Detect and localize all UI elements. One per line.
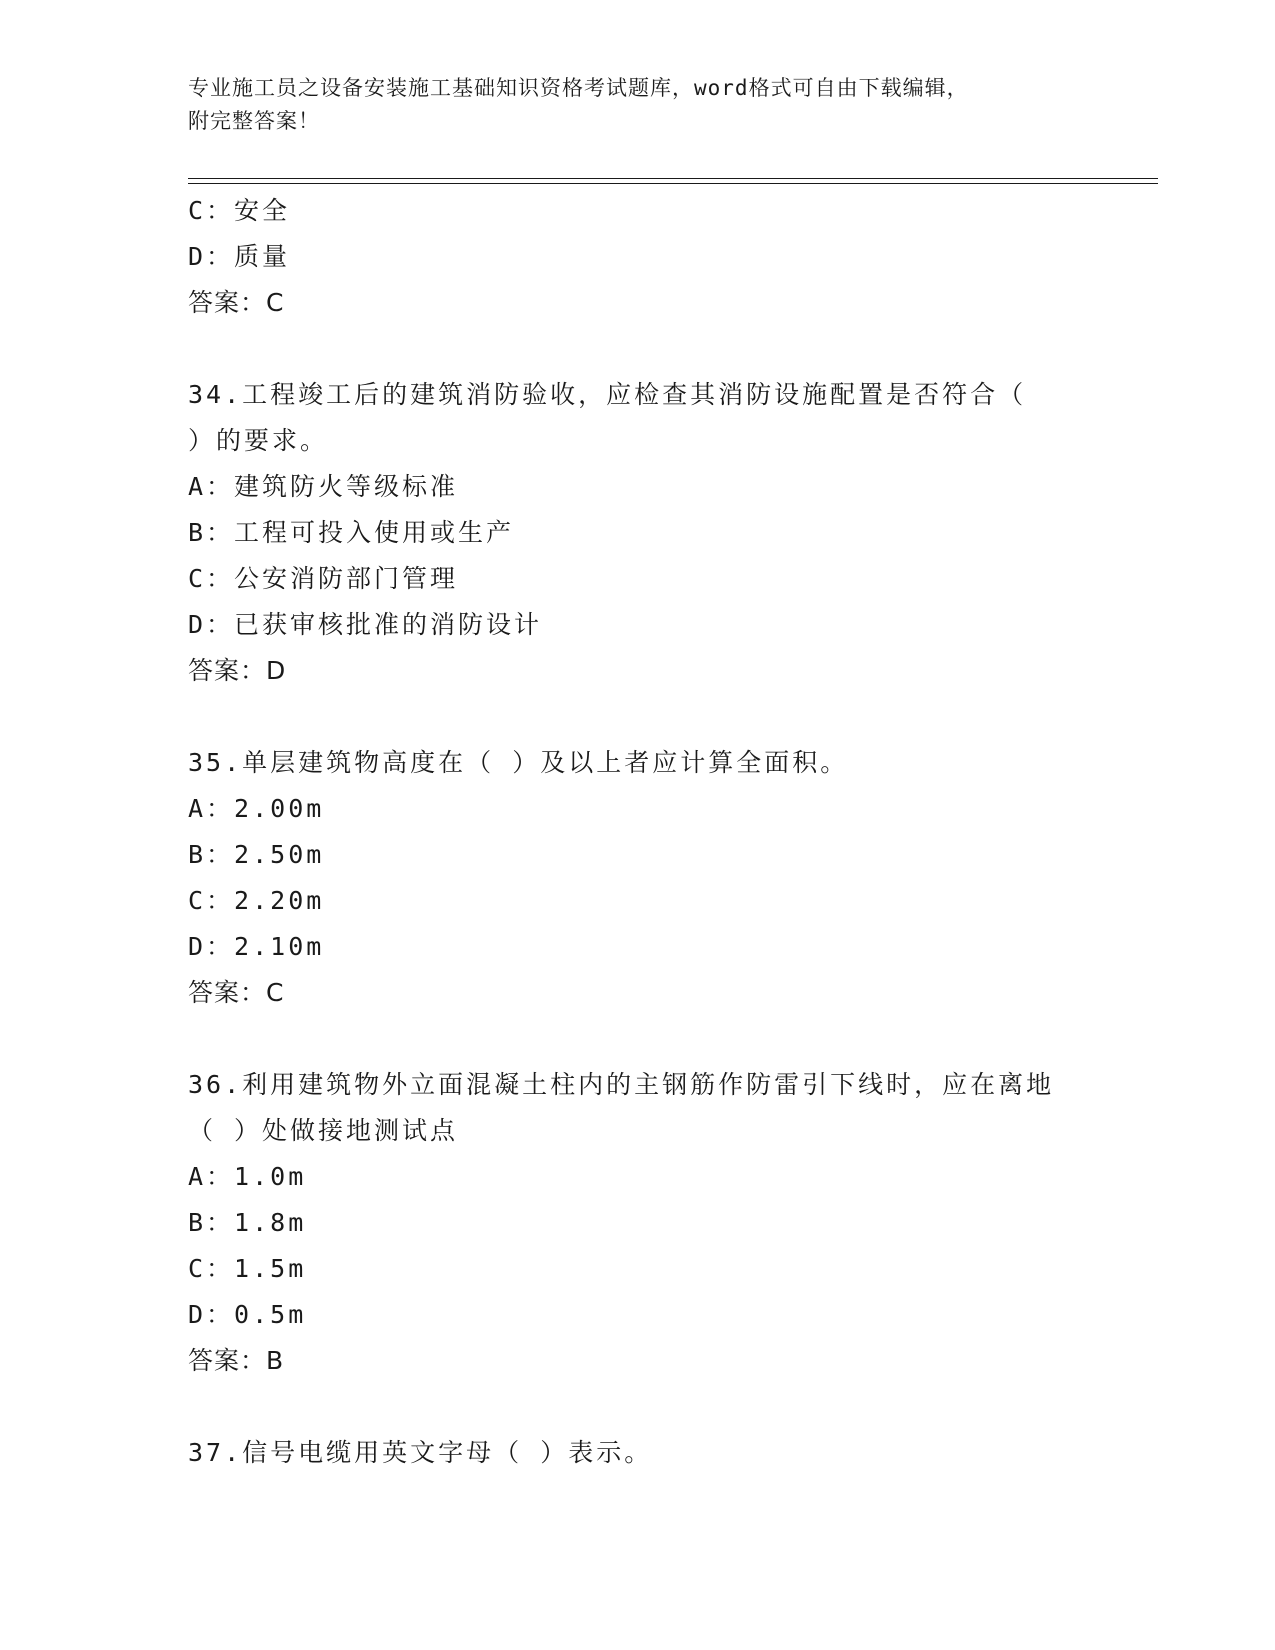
- answer-line: 答案：C: [188, 288, 285, 317]
- answer-line: 答案：B: [188, 1346, 285, 1375]
- option-c: C：安全: [188, 196, 291, 225]
- question-stem-line-1: 34.工程竣工后的建筑消防验收，应检查其消防设施配置是否符合（: [188, 380, 1027, 409]
- option-d: D：质量: [188, 242, 291, 271]
- option-b: B：1.8m: [188, 1208, 307, 1237]
- document-header: [188, 72, 1068, 138]
- question-stem-line-1: 37.信号电缆用英文字母（ ）表示。: [188, 1438, 653, 1467]
- question-36: [188, 1062, 1088, 1384]
- header-divider-top: [188, 178, 1158, 179]
- answer-line: 答案：D: [188, 656, 287, 685]
- question-stem-line-2: ）的要求。: [188, 426, 329, 455]
- option-c: C：1.5m: [188, 1254, 307, 1283]
- question-spacer: [188, 326, 1088, 372]
- question-list: [188, 188, 1088, 1476]
- question-spacer: [188, 694, 1088, 740]
- option-d: D：2.10m: [188, 932, 325, 961]
- option-a: A：1.0m: [188, 1162, 307, 1191]
- question-35: [188, 740, 1088, 1016]
- option-a: A：建筑防火等级标准: [188, 472, 459, 501]
- question-33: [188, 188, 1088, 326]
- question-37: [188, 1430, 1088, 1476]
- option-b: B：工程可投入使用或生产: [188, 518, 515, 547]
- option-c: C：2.20m: [188, 886, 325, 915]
- question-spacer: [188, 1016, 1088, 1062]
- header-divider-bottom: [188, 183, 1158, 184]
- header-line-1: 专业施工员之设备安装施工基础知识资格考试题库，word格式可自由下载编辑，: [188, 76, 969, 100]
- option-d: D：已获审核批准的消防设计: [188, 610, 543, 639]
- option-c: C：公安消防部门管理: [188, 564, 459, 593]
- question-spacer: [188, 1384, 1088, 1430]
- option-a: A：2.00m: [188, 794, 325, 823]
- header-line-2: 附完整答案！: [188, 109, 320, 133]
- question-stem-line-1: 36.利用建筑物外立面混凝土柱内的主钢筋作防雷引下线时，应在离地: [188, 1070, 1055, 1099]
- question-stem-line-1: 35.单层建筑物高度在（ ）及以上者应计算全面积。: [188, 748, 849, 777]
- option-b: B：2.50m: [188, 840, 325, 869]
- answer-line: 答案：C: [188, 978, 285, 1007]
- question-34: [188, 372, 1088, 694]
- question-stem-line-2: （ ）处做接地测试点: [188, 1116, 459, 1145]
- option-d: D：0.5m: [188, 1300, 307, 1329]
